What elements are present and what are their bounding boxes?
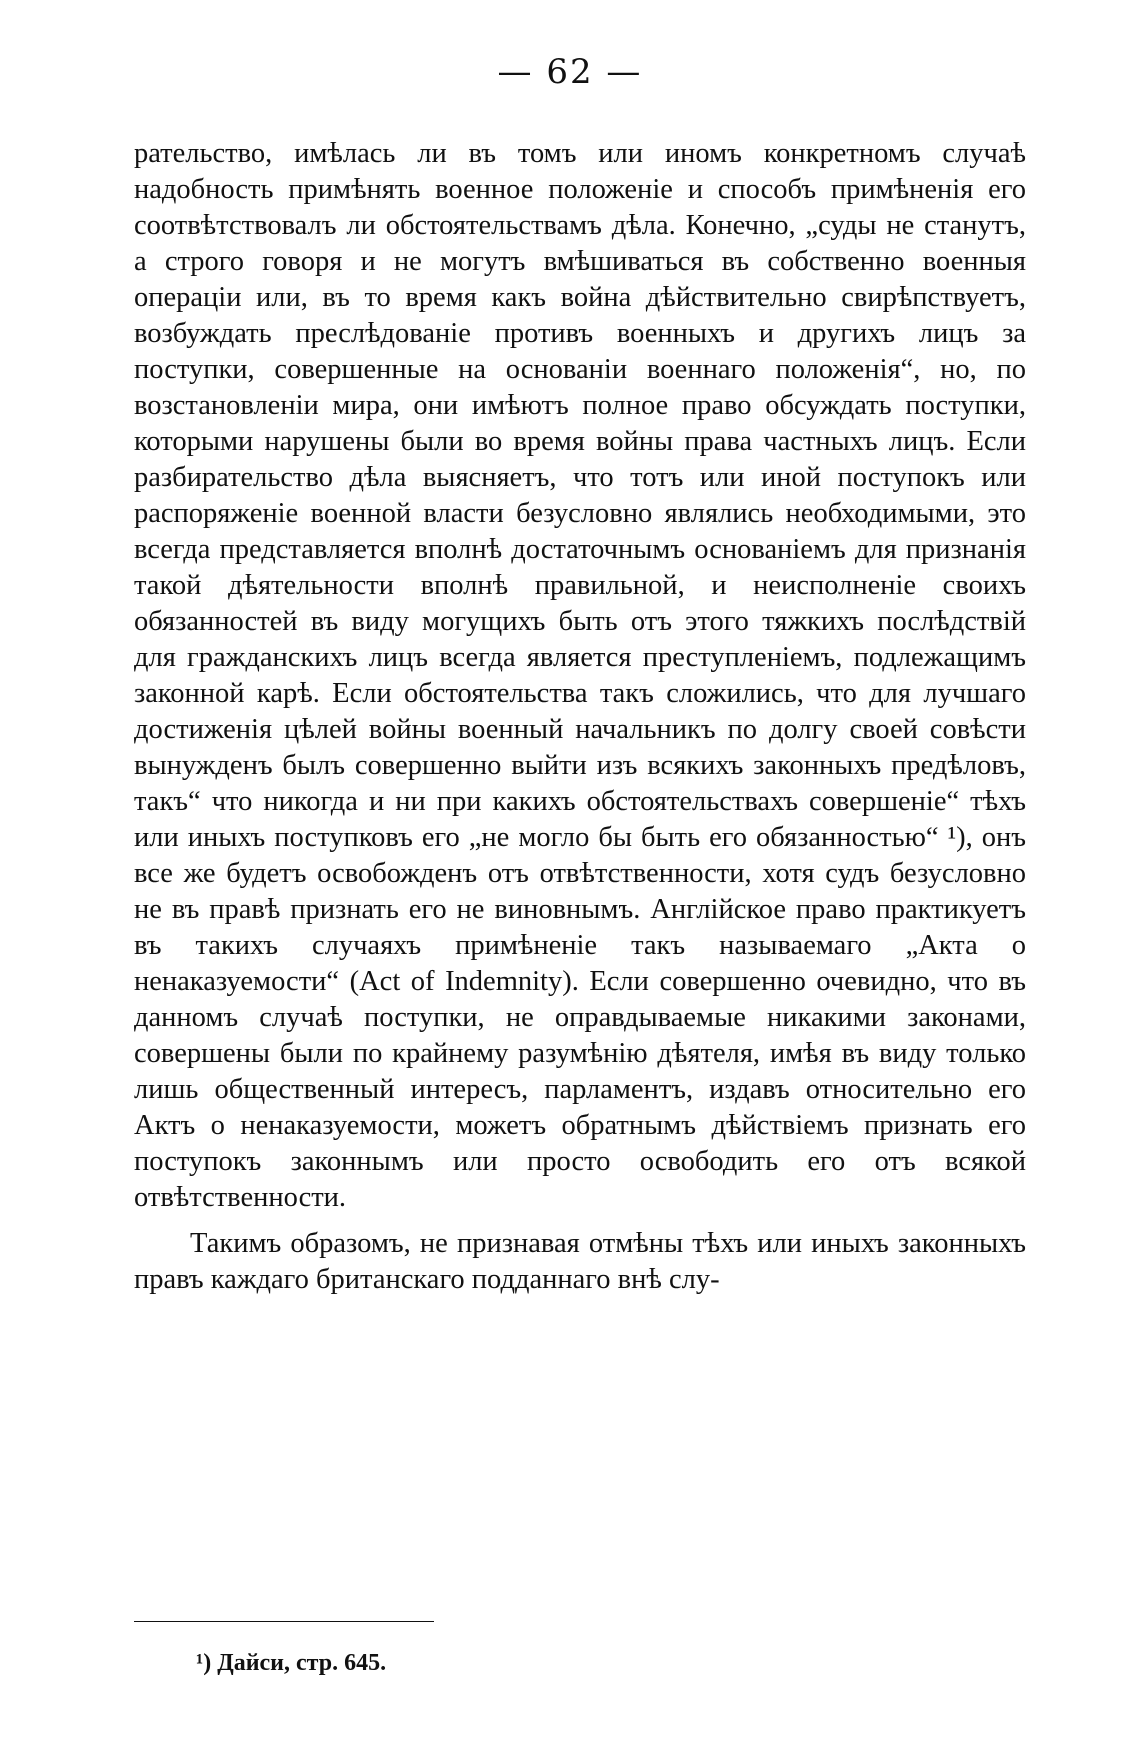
footnote-text: Дайси, стр. 645. [217,1650,387,1676]
footnote [196,1650,386,1677]
footnote-marker: ¹) [196,1650,212,1676]
paragraph-2: Такимъ образомъ, не признавая отмѣны тѣхъ или иныхъ законныхъ правъ каждаго британскаго подданнаго внѣ слу- [134,1228,1026,1295]
page-number: — 62 — [497,52,643,92]
paragraph-1: рательство, имѣлась ли въ томъ или иномъ конкретномъ случаѣ надобность примѣнять военное положеніе и способъ примѣненія его соотвѣтствовалъ ли обстоятельствамъ дѣла. Конечно, „суды не станутъ, а строго говоря и не могутъ вмѣшиваться въ собственно военныя операціи или, въ то время какъ война дѣйствительно свирѣпствуетъ, возбуждать преслѣдованіе противъ военныхъ и другихъ лицъ за поступки, совершенные на основаніи военнаго положенія“, но, по возстановленіи мира, они имѣютъ полное право обсуждать поступки, которыми нарушены были во время войны права частныхъ лицъ. Если разбирательство дѣла выясняетъ, что тотъ или иной поступокъ или распоряженіе военной власти безусловно являлись необходимыми, это всегда представляется вполнѣ достаточнымъ основаніемъ для признанія такой дѣятельности вполнѣ правильной, и неисполненіе своихъ обязанностей въ виду могущихъ быть отъ этого тяжкихъ послѣдствій для гражданскихъ лицъ всегда является преступленіемъ, подлежащимъ законной карѣ. Если обстоятельства такъ сложились, что для лучшаго достиженія цѣлей войны военный начальникъ по долгу своей совѣсти вынужденъ былъ совершенно выйти изъ всякихъ законныхъ предѣловъ, такъ“ что никогда и ни при какихъ обстоятельствахъ совершеніе“ тѣхъ или иныхъ поступковъ его „не могло бы быть его обязанностью“ ¹), онъ все же будетъ освобожденъ отъ отвѣтственности, хотя судъ безусловно не въ правѣ признать его не виновнымъ. Англійское право практикуетъ въ такихъ случаяхъ примѣненіе такъ называемаго „Акта о ненаказуемости“ (Act of Indemnity). Если совершенно очевидно, что въ данномъ случаѣ поступки, не оправдываемые никакими законами, совершены были по крайнему разумѣнію дѣятеля, имѣя въ виду только лишь общественный интересъ, парламентъ, издавъ относительно его Актъ о ненаказуемости, можетъ обратнымъ дѣйствіемъ признать его поступокъ законнымъ или просто освободить его отъ всякой отвѣтственности. [134,138,1026,1213]
footnote-divider [134,1621,434,1622]
body-text [134,136,1026,1298]
